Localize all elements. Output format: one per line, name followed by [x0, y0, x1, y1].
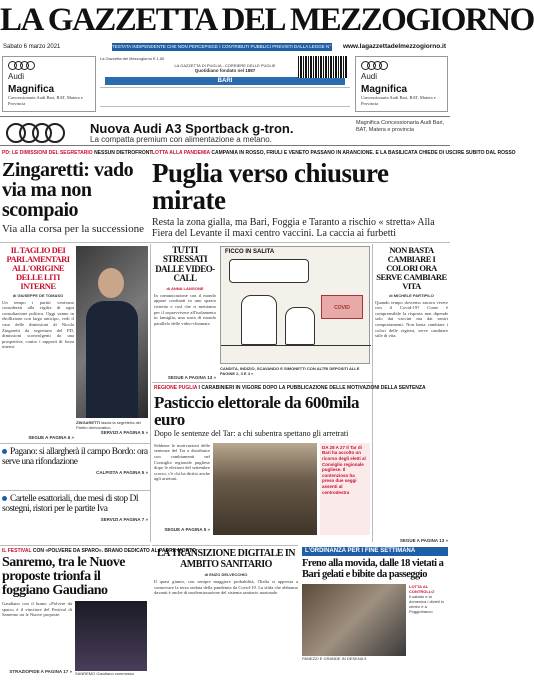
zingaretti-photo: [76, 246, 148, 418]
audi-rings-icon: [361, 61, 442, 70]
story-subhead: Via alla corsa per la successione: [2, 223, 144, 235]
divider: [0, 545, 150, 546]
brief-cartelle-segue[interactable]: SERVIZI A PAGINA 7 »: [100, 516, 148, 522]
photo-segue[interactable]: SERVIZI A PAGINA 5 »: [100, 430, 148, 435]
founded-line: Quotidiano fondato nel 1887: [194, 68, 256, 73]
elections-sidebar: [320, 443, 370, 535]
ad-left[interactable]: [2, 56, 96, 112]
brief-pagano-text[interactable]: Pagano: si allargherà il campo Bordo: ora serve una rifondazione: [2, 447, 148, 468]
banner-title: Nuova Audi A3 Sportback g-tron.: [90, 121, 294, 136]
main-kicker: LOTTA ALLA PANDEMIA CAMPANIA IN ROSSO, FRIULI E VENETO PASSANO IN ARANCIONE. E LA BASILICATA CHIEDE DI USCIRE SUBITO DAL ROSSO: [152, 150, 516, 156]
ordinance-story[interactable]: [302, 547, 448, 685]
elections-story[interactable]: [154, 385, 426, 541]
banner-right-text: Magnifica Concessionaria Audi Bari, BAT, Matera e provincia: [356, 120, 445, 133]
ad-left-name: Magnifica: [8, 84, 55, 95]
banner-ad[interactable]: [0, 116, 450, 146]
divider: [372, 244, 373, 542]
festival-kicker: IL FESTIVAL CON «POLVERE DA SPARO». BRANO DEDICATO AL PADRE MORTO: [2, 548, 197, 554]
banner-subtitle: La compatta premium con alimentazione a metano.: [90, 135, 272, 144]
photo-caption: ZINGARETTI lascia la segreteria del Partito democratico: [76, 420, 141, 430]
ad-right-name: Magnifica: [361, 84, 408, 95]
brief-pagano-segue[interactable]: CALPISTA A PAGINA 5 »: [96, 469, 148, 475]
fine-print: [100, 87, 350, 107]
editorial-title[interactable]: IL TAGLIO DEI PARLAMENTARI ALL'ORIGINE DELLE LITI INTERNE: [6, 245, 70, 291]
ordinance-caption: PANEZZI E GRANDE IN DESKNA 9: [302, 656, 367, 661]
elections-side-text: DA 28 A 27 Il Tar di Bari ha accolto un ricorso degli eletti al Consiglio regionale pugliese. Il contenzioso ha preso due seggi assenti al centrodestra: [322, 444, 366, 495]
ad-right[interactable]: [355, 56, 448, 112]
digital-health-column[interactable]: [154, 549, 298, 685]
ad-left-brand: Audi: [8, 72, 25, 81]
cartoon-title: FICCO IN SALITA: [225, 249, 275, 255]
story-headline[interactable]: Zingaretti: vado via ma non scompaio: [2, 159, 134, 221]
council-photo: [213, 443, 317, 535]
cartoon-block: [220, 246, 370, 380]
divider: [0, 443, 150, 444]
brief-pagano[interactable]: [2, 447, 148, 487]
videocall-column[interactable]: [154, 246, 216, 380]
publisher-line: LA GAZZETTA DI PUGLIA - CORRIERE DELLE PUGLIE: [174, 63, 276, 68]
covid-sign: COVID: [321, 295, 363, 319]
cartoon-caption[interactable]: CANDITA, INDIZIO, SCAVANDO E SIMONETTI CON ALTRI DEPOSITI ALLE PAGINE 2, 3 E 4 »: [220, 366, 360, 376]
lifestyle-author: di MICHELE PARTIPILO: [389, 292, 434, 298]
audi-rings-icon: [8, 61, 90, 70]
videocall-author: di ANNA LANGONE: [166, 285, 204, 291]
editorial-column[interactable]: [2, 246, 74, 440]
story-kicker: PD: LE DIMISSIONI DEL SEGRETARIO NESSUN DIETROFRONT: [2, 150, 153, 156]
divider: [152, 545, 298, 546]
main-story[interactable]: [152, 150, 516, 240]
brief-cartelle[interactable]: [2, 494, 148, 540]
lifestyle-column[interactable]: [375, 246, 448, 542]
digital-author: di ENZO DELVECCHIO: [204, 572, 248, 577]
editorial-body: Un tempo i partiti venivano considerati alla vigilia di ogni consultazione politica. Oggi vanno in ebollizione con largo anticipo, vedi il caso delle dimissioni di Nicola Zingaretti da segretario del PD, dimissioni sconvolgenti da una prospettiva, contro i rapporti di forza interni.: [2, 299, 74, 350]
ordinance-section: L'ORDINANZA PER I FINE SETTIMANA: [302, 547, 448, 556]
videocall-segue[interactable]: SEGUE A PAGINA 13 »: [167, 374, 216, 380]
divider: [150, 244, 151, 542]
audi-rings-icon: [6, 123, 58, 143]
ordinance-side-text: Il sabato e la domenica i divieti in centro e a Poggiofranco: [409, 594, 444, 614]
movida-photo: [302, 584, 406, 656]
masthead-topbar: [0, 40, 450, 54]
cartoon-image: [220, 246, 370, 364]
ordinance-headline[interactable]: Freno alla movida, dalle 18 vietati a Bari gelati e bibite da passeggio: [302, 558, 444, 580]
brief-cartelle-text[interactable]: Cartelle esattoriali, due mesi di stop Dl sostegni, ristori per le partite Iva: [2, 494, 139, 515]
lifestyle-title[interactable]: NON BASTA CAMBIARE I COLORI ORA SERVE CAMBIARE VITA: [376, 245, 447, 291]
lifestyle-body: Quando tempo dovremo ancora vivere con il Covid-19? Come è comprensibile la risposta non dipende solo dai vaccini ma dai nostri comportamenti. Non basta cambiare i colori delle regioni, serve cambiare stile di vita.: [375, 299, 448, 339]
main-headline[interactable]: Puglia verso chiusure mirate: [152, 158, 389, 215]
main-subhead: Resta la zona gialla, ma Bari, Foggia e Taranto a rischio « stretta» Alla Fiera del Levante il maxi centro vaccini. La caccia ai furbetti: [152, 217, 435, 239]
edition-label: BARI: [105, 77, 345, 85]
elections-headline[interactable]: Pasticcio elettorale da 600mila euro: [154, 393, 359, 429]
lifestyle-segue[interactable]: SEGUE A PAGINA 13 »: [399, 537, 448, 543]
ad-left-text: Concessionaria Audi Bari, BAT, Matera e Provincia: [8, 95, 83, 106]
masthead-title: LA GAZZETTA DEL MEZZOGIORNO: [0, 2, 534, 38]
digital-title[interactable]: LA TRANSIZIONE DIGITALE IN AMBITO SANITARIO: [156, 548, 296, 570]
elections-subhead: Dopo le sentenze del Tar: a chi subentra spettano gli arretrati: [154, 429, 349, 438]
festival-caption: SANREMO Gaudiano commosso: [75, 671, 135, 676]
festival-story[interactable]: [2, 548, 197, 685]
divider: [152, 382, 372, 383]
elections-segue[interactable]: SEGUE A PAGINA 5 »: [164, 526, 210, 532]
divider: [0, 490, 150, 491]
barcode-icon: [298, 56, 348, 78]
price-line: La Gazzetta del Mezzogiorno € 1,50: [100, 56, 165, 61]
videocall-body: In comunicazione con il mondo appare confinati in uno spazio ristretto e così che ci mettiamo per il sopravvivere all'isolamento in famiglia, una sorta di mondo parallelo delle video-chiamate.: [154, 292, 216, 326]
festival-segue[interactable]: STRAZIOPIDE A PAGINA 17 »: [9, 669, 72, 674]
ad-right-text: Concessionaria Audi Bari, BAT, Matera e Provincia: [361, 95, 436, 106]
editorial-segue[interactable]: SEGUE A PAGINA 6 »: [28, 434, 74, 440]
festival-body: Gaudiano con il brano «Polvere da sparo» è il vincitore del Festival di Sanremo tra le Nuove proposte.: [2, 601, 72, 618]
photo-block: [76, 246, 148, 440]
strapline: TESTATA INDIPENDENTE CHE NON PERCEPISCE I CONTRIBUTI PUBBLICI PREVISTI DALLA LEGGE N° 250/90: [112, 44, 347, 49]
ad-right-brand: Audi: [361, 72, 378, 81]
website-url[interactable]: www.lagazzettadelmezzogiorno.it: [342, 43, 446, 50]
ordinance-side-title: LOTTA AL CONTROLLO: [409, 584, 435, 594]
digital-body: Il quasi giunto, con sempre maggiore probabilità, l'Italia si appresta a conservare la terza ondata della pandemia da Covid-19. La sfida che abbiamo davanti è anche di modernizzazione del sistema sanitario nazionale.: [154, 579, 298, 596]
divider: [0, 242, 450, 243]
issue-date: Sabato 6 marzo 2021: [3, 44, 61, 50]
editorial-author: di GIUSEPPE DE TOMASO: [12, 292, 64, 298]
elections-body: Sebbene le motivazioni delle sentenze del Tar a distribuire con cambiamenti nel Consiglio regionale pugliese dopo le elezioni del settembre scorso, c'è chi ha diritto anche agli arretrati.: [154, 442, 210, 482]
festival-headline[interactable]: Sanremo, tra le Nuove proposte trionfa il foggiano Gaudiano: [2, 555, 125, 598]
elections-kicker: REGIONE PUGLIA I CARABINIERI IN VIGORE DOPO LA PUBBLICAZIONE DELLE MOTIVAZIONI DELLA SENTENZA: [154, 385, 426, 391]
gaudiano-photo: [75, 601, 147, 671]
zingaretti-story[interactable]: [2, 150, 153, 240]
videocall-title[interactable]: TUTTI STRESSATI DALLE VIDEO-CALL: [155, 245, 215, 284]
